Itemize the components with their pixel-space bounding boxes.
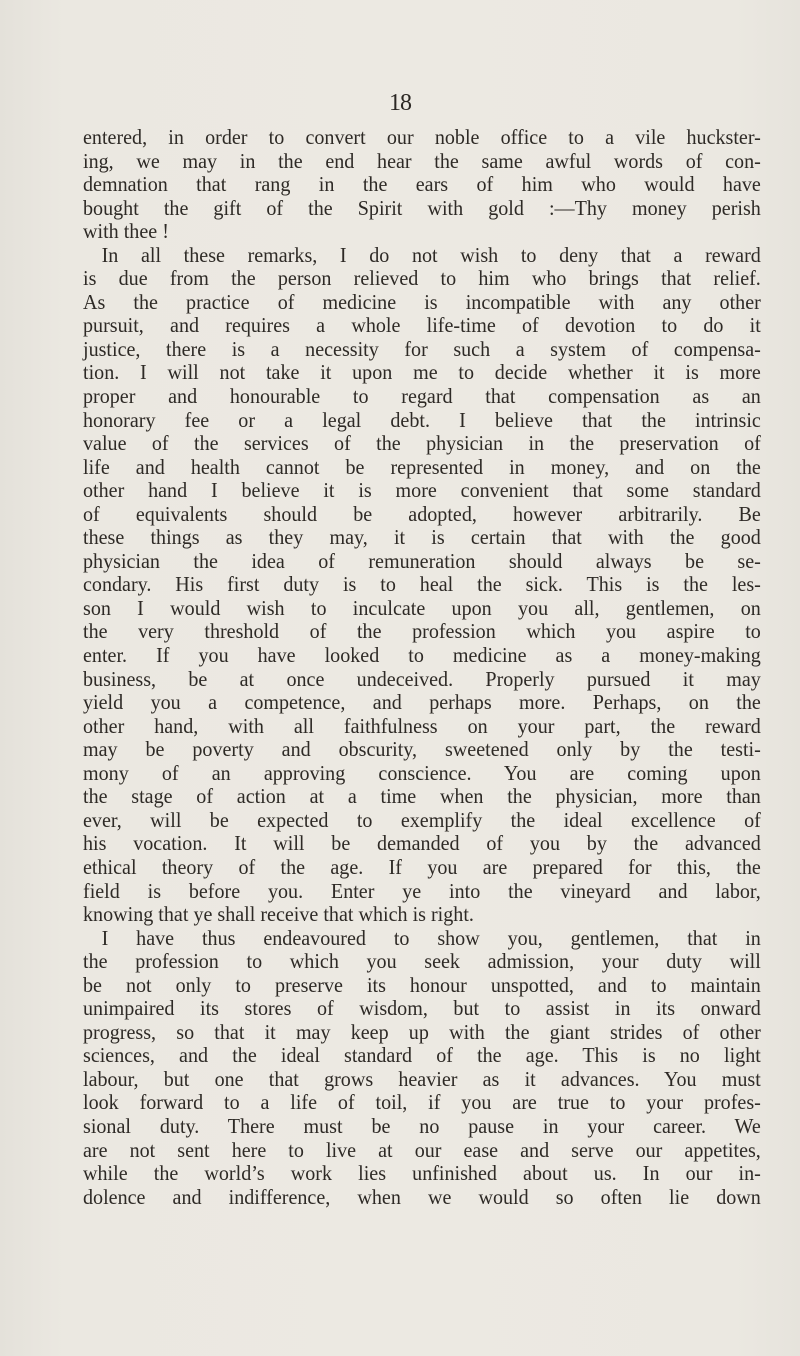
text-line: be not only to preserve its honour unspotted, and to maintain (83, 972, 761, 997)
body-text (83, 126, 761, 1209)
paragraph (83, 126, 761, 244)
text-line: entered, in order to convert our noble office to a vile huckster- (83, 125, 761, 149)
page-number: 18 (389, 90, 411, 116)
text-line: enter. If you have looked to medicine as a money-making (83, 643, 761, 668)
text-line: value of the services of the physician in the preservation of (83, 431, 761, 456)
text-line: the very threshold of the profession which you aspire to (83, 619, 761, 644)
text-line: is due from the person relieved to him who brings that relief. (83, 266, 761, 291)
text-line: yield you a competence, and perhaps more. Perhaps, on the (83, 690, 761, 715)
text-line: other hand, with all faithfulness on your part, the reward (83, 713, 761, 738)
text-line: the profession to which you seek admission, your duty will (83, 949, 761, 974)
text-line: demnation that rang in the ears of him who would have (83, 172, 761, 197)
text-line: sional duty. There must be no pause in your career. We (83, 1113, 761, 1138)
text-line: sciences, and the ideal standard of the age. This is no light (83, 1043, 761, 1068)
text-line: ever, will be expected to exemplify the ideal excellence of (83, 807, 761, 832)
text-line: progress, so that it may keep up with the giant strides of other (83, 1019, 761, 1044)
text-line: ethical theory of the age. If you are prepared for this, the (83, 854, 761, 879)
text-line: tion. I will not take it upon me to decide whether it is more (83, 360, 761, 385)
text-line: while the world’s work lies unfinished about us. In our in- (83, 1161, 761, 1186)
text-line: mony of an approving conscience. You are coming upon (83, 760, 761, 785)
text-line: son I would wish to inculcate upon you all, gentlemen, on (83, 595, 761, 620)
text-line: honorary fee or a legal debt. I believe that the intrinsic (83, 407, 761, 432)
text-line: pursuit, and requires a whole life-time of devotion to do it (83, 313, 761, 338)
text-line: the stage of action at a time when the physician, more than (83, 784, 761, 809)
text-line: business, be at once undeceived. Properly pursued it may (83, 666, 761, 691)
text-line: unimpaired its stores of wisdom, but to assist in its onward (83, 996, 761, 1021)
paragraph (83, 927, 761, 1210)
text-line: look forward to a life of toil, if you are true to your profes- (83, 1090, 761, 1115)
paragraph (83, 244, 761, 927)
text-line: In all these remarks, I do not wish to deny that a reward (101, 242, 761, 267)
text-line: knowing that ye shall receive that which is right. (83, 902, 474, 927)
text-line: with thee ! (83, 219, 169, 244)
text-line: condary. His first duty is to heal the sick. This is the les- (83, 572, 761, 597)
text-line: I have thus endeavoured to show you, gentlemen, that in (101, 925, 761, 950)
text-line: physician the idea of remuneration should always be se- (83, 548, 761, 573)
text-line: field is before you. Enter ye into the vineyard and labor, (83, 878, 761, 903)
text-line: may be poverty and obscurity, sweetened only by the testi- (83, 737, 761, 762)
text-line: other hand I believe it is more convenient that some standard (83, 478, 761, 503)
text-line: these things as they may, it is certain that with the good (83, 525, 761, 550)
text-line: dolence and indifference, when we would so often lie down (83, 1184, 761, 1209)
text-line: ing, we may in the end hear the same awful words of con- (83, 148, 761, 173)
text-line: are not sent here to live at our ease and serve our appetites, (83, 1137, 761, 1162)
text-line: life and health cannot be represented in money, and on the (83, 454, 761, 479)
text-line: bought the gift of the Spirit with gold :—Thy money perish (83, 195, 761, 220)
text-line: his vocation. It will be demanded of you by the advanced (83, 831, 761, 856)
text-line: labour, but one that grows heavier as it advances. You must (83, 1066, 761, 1091)
text-line: justice, there is a necessity for such a system of compensa- (83, 336, 761, 361)
text-line: of equivalents should be adopted, however arbitrarily. Be (83, 501, 761, 526)
text-line: proper and honourable to regard that compensation as an (83, 384, 761, 409)
text-line: As the practice of medicine is incompatible with any other (83, 289, 761, 314)
